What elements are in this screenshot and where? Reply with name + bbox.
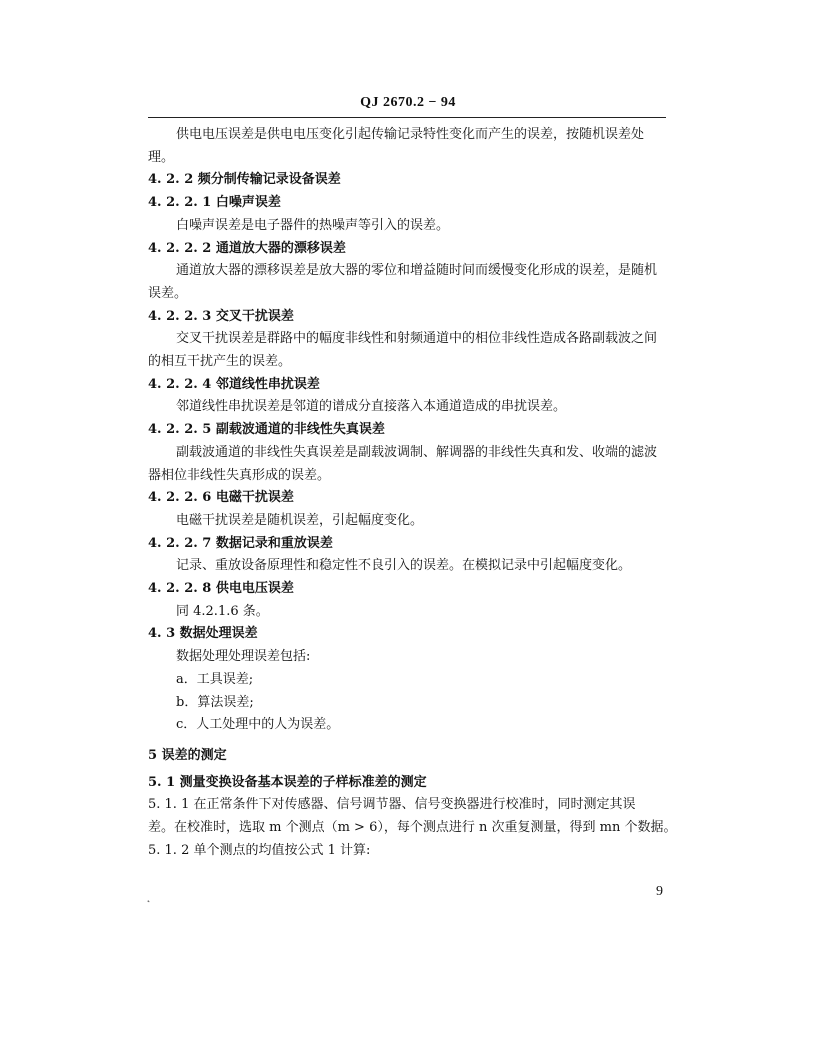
- section-heading: 4. 3 数据处理误差: [148, 626, 258, 642]
- body-text-line: 器相位非线性失真形成的误差。: [148, 467, 331, 483]
- body-text-line: 交叉干扰误差是群路中的幅度非线性和射频通道中的相位非线性造成各路副载波之间: [176, 331, 658, 347]
- section-heading: 4. 2. 2. 7 数据记录和重放误差: [148, 535, 333, 551]
- section-heading: 4. 2. 2. 5 副载波通道的非线性失真误差: [148, 422, 385, 438]
- section-heading: 4. 2. 2. 3 交叉干扰误差: [148, 308, 294, 324]
- body-text-line: 副载波通道的非线性失真误差是副载波调制、解调器的非线性失真和发、收端的滤波: [176, 444, 658, 460]
- section-heading: 5 误差的测定: [148, 747, 227, 763]
- body-text-line: 的相互干扰产生的误差。: [148, 354, 292, 370]
- section-heading: 4. 2. 2. 2 通道放大器的漂移误差: [148, 240, 346, 256]
- section-heading: 5. 1 测量变换设备基本误差的子样标准差的测定: [148, 774, 427, 790]
- document-code-header: QJ 2670.2 − 94: [360, 95, 456, 110]
- body-text-line: 5. 1. 1 在正常条件下对传感器、信号调节器、信号变换器进行校准时，同时测定其误: [148, 797, 636, 813]
- section-heading: 4. 2. 2. 6 电磁干扰误差: [148, 490, 294, 506]
- header-rule: [148, 117, 666, 118]
- body-text-line: 差。在校准时，选取 m 个测点（m > 6），每个测点进行 n 次重复测量，得到 mn 个数据。: [148, 820, 677, 836]
- section-heading: 4. 2. 2. 4 邻道线性串扰误差: [148, 376, 320, 392]
- body-text-line: 通道放大器的漂移误差是放大器的零位和增益随时间而缓慢变化形成的误差，是随机: [176, 263, 658, 279]
- body-text-line: a．工具误差;: [176, 671, 254, 687]
- body-text-line: 电磁干扰误差是随机误差，引起幅度变化。: [176, 512, 424, 528]
- body-text-line: 记录、重放设备原理性和稳定性不良引入的误差。在模拟记录中引起幅度变化。: [176, 558, 632, 574]
- section-heading: 4. 2. 2. 1 白噪声误差: [148, 195, 281, 211]
- section-heading: 4. 2. 2 频分制传输记录设备误差: [148, 172, 341, 188]
- body-text-line: 理。: [148, 149, 175, 165]
- body-text-line: c．人工处理中的人为误差。: [176, 717, 340, 733]
- body-text-line: 5. 1. 2 单个测点的均值按公式 1 计算:: [148, 842, 371, 858]
- page-number: 9: [656, 884, 663, 899]
- body-text-line: 供电电压误差是供电电压变化引起传输记录特性变化而产生的误差，按随机误差处: [176, 127, 645, 142]
- body-text-line: 误差。: [148, 285, 188, 301]
- body-text-line: 白噪声误差是电子器件的热噪声等引入的误差。: [176, 217, 450, 233]
- footer-mark: ˛: [146, 892, 151, 903]
- body-text-line: 邻道线性串扰误差是邻道的谱成分直接落入本通道造成的串扰误差。: [176, 399, 567, 415]
- body-text-line: b．算法误差;: [176, 694, 254, 710]
- section-heading: 4. 2. 2. 8 供电电压误差: [148, 581, 294, 597]
- spacer: [148, 737, 668, 745]
- body-text-line: 数据处理处理误差包括:: [176, 649, 311, 665]
- document-body: [148, 124, 677, 863]
- body-text-line: 同 4.2.1.6 条。: [176, 603, 269, 619]
